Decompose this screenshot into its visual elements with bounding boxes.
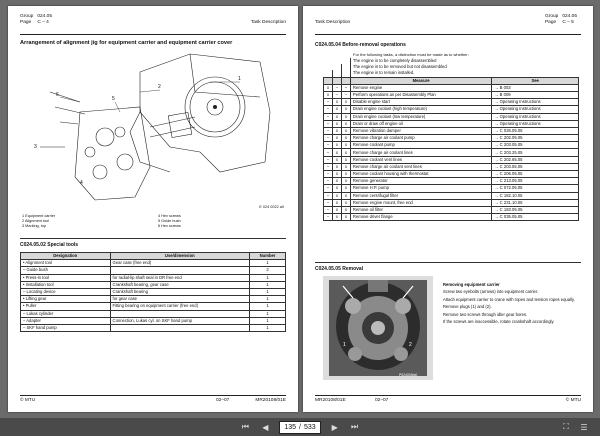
table-row [324, 149, 579, 156]
cell: x [332, 185, 341, 192]
footer-brand: © MTU [565, 398, 581, 403]
cell: x [324, 91, 333, 98]
special-tools-heading: C024.05.02 Special tools [20, 238, 286, 248]
cell: x [341, 192, 350, 199]
cell: Remove coolant pump [350, 142, 491, 149]
cell: • Alignment tool [21, 260, 111, 267]
table-row [21, 324, 286, 331]
legend-left [22, 214, 55, 229]
menu-icon[interactable]: ☰ [580, 422, 588, 432]
cell: → Operating Instructions [492, 113, 579, 120]
cell: – Adapter [21, 317, 111, 324]
cell: → C 203.55.05 [492, 163, 579, 170]
cell: – [341, 91, 350, 98]
cell: → B 003 [492, 84, 579, 91]
cell: 1 [250, 274, 286, 281]
cell: x [332, 135, 341, 142]
cell: – [324, 178, 333, 185]
cell: → C 206.05.05 [492, 171, 579, 178]
cell: • Lifting gear [21, 296, 111, 303]
fullscreen-icon[interactable]: ⛶ [563, 422, 569, 431]
cell: Perform operations as per Disassembly Plan [350, 91, 491, 98]
viewer-toolbar [0, 418, 600, 436]
cell: Remove engine mount, free end [350, 199, 491, 206]
cell: → C 213.05.05 [492, 178, 579, 185]
table-row [21, 317, 286, 324]
cell: – [324, 199, 333, 206]
cell: – [324, 113, 333, 120]
table-row [21, 281, 286, 288]
table-row [324, 185, 579, 192]
svg-text:1: 1 [343, 342, 346, 348]
cell: x [341, 142, 350, 149]
cell: – [324, 163, 333, 170]
svg-text:4: 4 [80, 180, 83, 186]
table-row [324, 199, 579, 206]
cell: 2 [250, 267, 286, 274]
cell: Fitting bearing on equipment carrier (free end) [110, 303, 250, 310]
removal-step: Remove two screws through idler gear bores. [443, 311, 528, 317]
cell: 1 [250, 324, 286, 331]
footer-doc: MR20108/01E [315, 398, 346, 403]
cell: • Installation tool [21, 281, 111, 288]
table-row [324, 156, 579, 163]
cell: • Puller [21, 303, 111, 310]
figure-code: E 024 0022 a0 [259, 205, 284, 209]
cell: x [341, 149, 350, 156]
cell: – [324, 206, 333, 213]
removal-step: If the screws are inaccessible, rotate crankshaft accordingly. [443, 319, 555, 325]
intro-text [353, 52, 469, 57]
table-row [21, 267, 286, 274]
table-row [324, 99, 579, 106]
table-row [21, 260, 286, 267]
col-header: Designation [21, 253, 111, 260]
removal-heading: C024.05.05 Removal [315, 262, 581, 272]
removal-step: Remove plugs (1) and (2). [443, 304, 492, 310]
figure-code: P024005/a0 [399, 373, 418, 377]
table-row [324, 120, 579, 127]
legend-item: 3 Marking, top [22, 224, 47, 228]
first-page-icon[interactable]: ⏮ [241, 422, 249, 431]
legend-right [158, 214, 181, 229]
total-pages: 533 [303, 423, 316, 431]
table-row [324, 135, 579, 142]
cell: 1 [250, 281, 286, 288]
cell [110, 267, 250, 274]
footer-date: 02–07 [375, 398, 389, 403]
cell: x [341, 156, 350, 163]
cell: → C 202.05.05 [492, 135, 579, 142]
cell: Remove generator [350, 178, 491, 185]
col-header: Use/dimension [110, 253, 250, 260]
cell: – [324, 120, 333, 127]
cell: x [341, 127, 350, 134]
table-row [21, 303, 286, 310]
page-indicator[interactable] [279, 421, 320, 434]
cell: 1 [250, 317, 286, 324]
table-row [324, 192, 579, 199]
cell: – [332, 84, 341, 91]
footer-brand: © MTU [20, 398, 36, 403]
cell: x [341, 171, 350, 178]
cell: Remove centrifugal filter [350, 192, 491, 199]
header-center: Task Description [250, 20, 286, 25]
cell: x [332, 163, 341, 170]
cell: → C 231.10.05 [492, 199, 579, 206]
removal-step: Attach equipment carrier to crane with ropes and tension ropes equally. [443, 296, 575, 302]
cell: x [332, 120, 341, 127]
current-page[interactable]: 135 [284, 423, 297, 431]
cell: Remove charge air coolant vent lines [350, 163, 491, 170]
table-row [324, 163, 579, 170]
previous-page-icon[interactable]: ◀ [262, 422, 269, 432]
cell: – [324, 214, 333, 221]
cell: x [332, 149, 341, 156]
last-page-icon[interactable]: ⏭ [351, 422, 359, 431]
page-value: C – 5 [562, 20, 574, 25]
group-label: Group [544, 14, 559, 19]
cell: Disable engine start [350, 99, 491, 106]
col-header [332, 77, 341, 84]
cell: x [341, 214, 350, 221]
cell: – Locating device [21, 288, 111, 295]
svg-text:5: 5 [112, 96, 115, 102]
table-row [324, 178, 579, 185]
cell: Connection, Lukas cyl. on SKF hand pump [110, 317, 250, 324]
cell: → C 203.05.05 [492, 142, 579, 149]
legend-item: 6 Hex screws [158, 224, 181, 228]
cell: x [332, 206, 341, 213]
cell: for radial-lip shaft seal in DR free end [110, 274, 250, 281]
table-row [324, 127, 579, 134]
cell: – [324, 171, 333, 178]
cell: x [341, 163, 350, 170]
cell: x [341, 178, 350, 185]
cell: → C 072.05.05 [492, 185, 579, 192]
cell: x [332, 99, 341, 106]
table-row [324, 113, 579, 120]
header-center: Task Description [315, 20, 351, 25]
cell [110, 310, 250, 317]
right-page-header [315, 14, 581, 35]
removal-step: Screw two eyebolts (arrows) into equipment carrier. [443, 289, 539, 295]
cell: 1 [250, 310, 286, 317]
cell: → C 182.10.05 [492, 192, 579, 199]
cell: → C 026.05.05 [492, 127, 579, 134]
next-page-icon[interactable]: ▶ [331, 422, 338, 432]
cell: 1 [250, 296, 286, 303]
cell: → C 183.05.05 [492, 206, 579, 213]
cell: Remove coolant vent lines [350, 156, 491, 163]
cell: → C 035.05.05 [492, 214, 579, 221]
special-tools-table [20, 252, 286, 332]
cell: Drain or draw off engine oil [350, 120, 491, 127]
cell: – [324, 149, 333, 156]
table-row [324, 84, 579, 91]
footer-date: 02–07 [216, 398, 230, 403]
table-row [21, 288, 286, 295]
equipment-carrier-drawing [20, 52, 286, 202]
cell: Remove charge air coolant pump [350, 135, 491, 142]
col-header: Number [250, 253, 286, 260]
cell: – Lukas cylinder [21, 310, 111, 317]
cell: – [324, 127, 333, 134]
group-value: 024.05 [562, 14, 577, 19]
legend-item: 4 Hex screws [158, 214, 181, 218]
cell: Crankshaft bearing [110, 288, 250, 295]
cell: x [332, 127, 341, 134]
cell: x [341, 113, 350, 120]
cell: x [332, 214, 341, 221]
intro-line: The engine is to be completely disassembled [352, 58, 437, 64]
page-separator: / [299, 423, 301, 431]
cell: x [332, 178, 341, 185]
svg-text:2: 2 [409, 342, 412, 348]
cell: Remove charge air coolant lines [350, 149, 491, 156]
cell: 1 [250, 303, 286, 310]
cell: x [341, 199, 350, 206]
cell: – [341, 84, 350, 91]
table-row [21, 296, 286, 303]
cell: Crankshaft bearing, gear case [110, 281, 250, 288]
col-header [341, 77, 350, 84]
cell: → Operating Instructions [492, 120, 579, 127]
svg-text:6: 6 [56, 92, 59, 98]
svg-text:1: 1 [238, 76, 241, 82]
cell: • Press-in tool [21, 274, 111, 281]
cell: Gear case (free end) [110, 260, 250, 267]
cell: Drain engine coolant (high temperature) [350, 106, 491, 113]
cell: → Operating Instructions [492, 99, 579, 106]
cell: Remove engine [350, 84, 491, 91]
cell: Drain engine coolant (low temperature) [350, 113, 491, 120]
legend-item: 5 Guide bush [158, 219, 181, 223]
cell: x [332, 192, 341, 199]
cell: – SKF hand pump [21, 324, 111, 331]
table-row [21, 310, 286, 317]
cell: – [324, 106, 333, 113]
right-page-footer [315, 395, 581, 406]
cell: – [324, 142, 333, 149]
cell: x [332, 142, 341, 149]
cell: for gear case [110, 296, 250, 303]
group-value: 024.05 [37, 14, 53, 19]
cell: Remove vibration damper [350, 127, 491, 134]
cell: → C 203.25.05 [492, 149, 579, 156]
cell: Remove H.P. pump [350, 185, 491, 192]
cell: x [341, 185, 350, 192]
removal-instructions [443, 282, 583, 324]
table-row [324, 206, 579, 213]
col-header: Measure [350, 77, 491, 84]
col-header: See [492, 77, 579, 84]
cell: → C 202.65.05 [492, 156, 579, 163]
cell: x [341, 135, 350, 142]
cell: – [324, 192, 333, 199]
cell: Remove driver flange [350, 214, 491, 221]
col-header [324, 77, 333, 84]
cell: – [324, 99, 333, 106]
before-removal-heading: C024.05.04 Before-removal operations [315, 42, 406, 48]
right-page [303, 6, 593, 412]
cell: x [341, 99, 350, 106]
cell: 1 [250, 260, 286, 267]
cell: x [341, 106, 350, 113]
removal-title: Removing equipment carrier [443, 282, 500, 287]
intro-line: The engine is to be removed but not disassembled [352, 64, 447, 70]
table-row [324, 142, 579, 149]
group-label: Group [20, 14, 34, 19]
cell: x [341, 120, 350, 127]
page-label: Page [544, 20, 557, 25]
table-row [324, 214, 579, 221]
cell: – [324, 185, 333, 192]
cell: → Operating Instructions [492, 106, 579, 113]
measures-table [323, 58, 579, 221]
page-label: Page [20, 20, 32, 25]
cell: – [324, 156, 333, 163]
cell: x [341, 206, 350, 213]
legend-item: 2 Alignment tool [22, 219, 50, 223]
table-row [324, 91, 579, 98]
table-row [324, 106, 579, 113]
cell: x [332, 106, 341, 113]
left-page-footer [20, 395, 286, 406]
table-row [21, 274, 286, 281]
cell: → B 009 [492, 91, 579, 98]
page-value: C – 4 [37, 20, 49, 25]
cell: Remove coolant housing with thermostat [350, 171, 491, 178]
cell [110, 324, 250, 331]
intro-line: For the following tasks, a distinction must be made as to whether: [353, 52, 469, 57]
table-row [324, 171, 579, 178]
left-page-header [20, 14, 286, 35]
footer-doc: MR20108/01E [255, 398, 286, 403]
cell: x [332, 199, 341, 206]
cell: – Guide bush [21, 267, 111, 274]
left-page [8, 6, 298, 412]
cell: Remove oil filter [350, 206, 491, 213]
svg-text:3: 3 [34, 144, 37, 150]
cell: x [332, 171, 341, 178]
engine-photo [323, 276, 433, 380]
cell: – [332, 91, 341, 98]
page-title: Arrangement of alignment jig for equipment carrier and equipment carrier cover [20, 40, 233, 46]
legend-item: 1 Equipment carrier [22, 214, 56, 218]
cell: x [332, 156, 341, 163]
cell: x [332, 113, 341, 120]
cell: 1 [250, 288, 286, 295]
cell: – [324, 135, 333, 142]
svg-text:2: 2 [158, 84, 161, 90]
cell: x [324, 84, 333, 91]
intro-line: The engine is to remain installed. [352, 70, 415, 76]
